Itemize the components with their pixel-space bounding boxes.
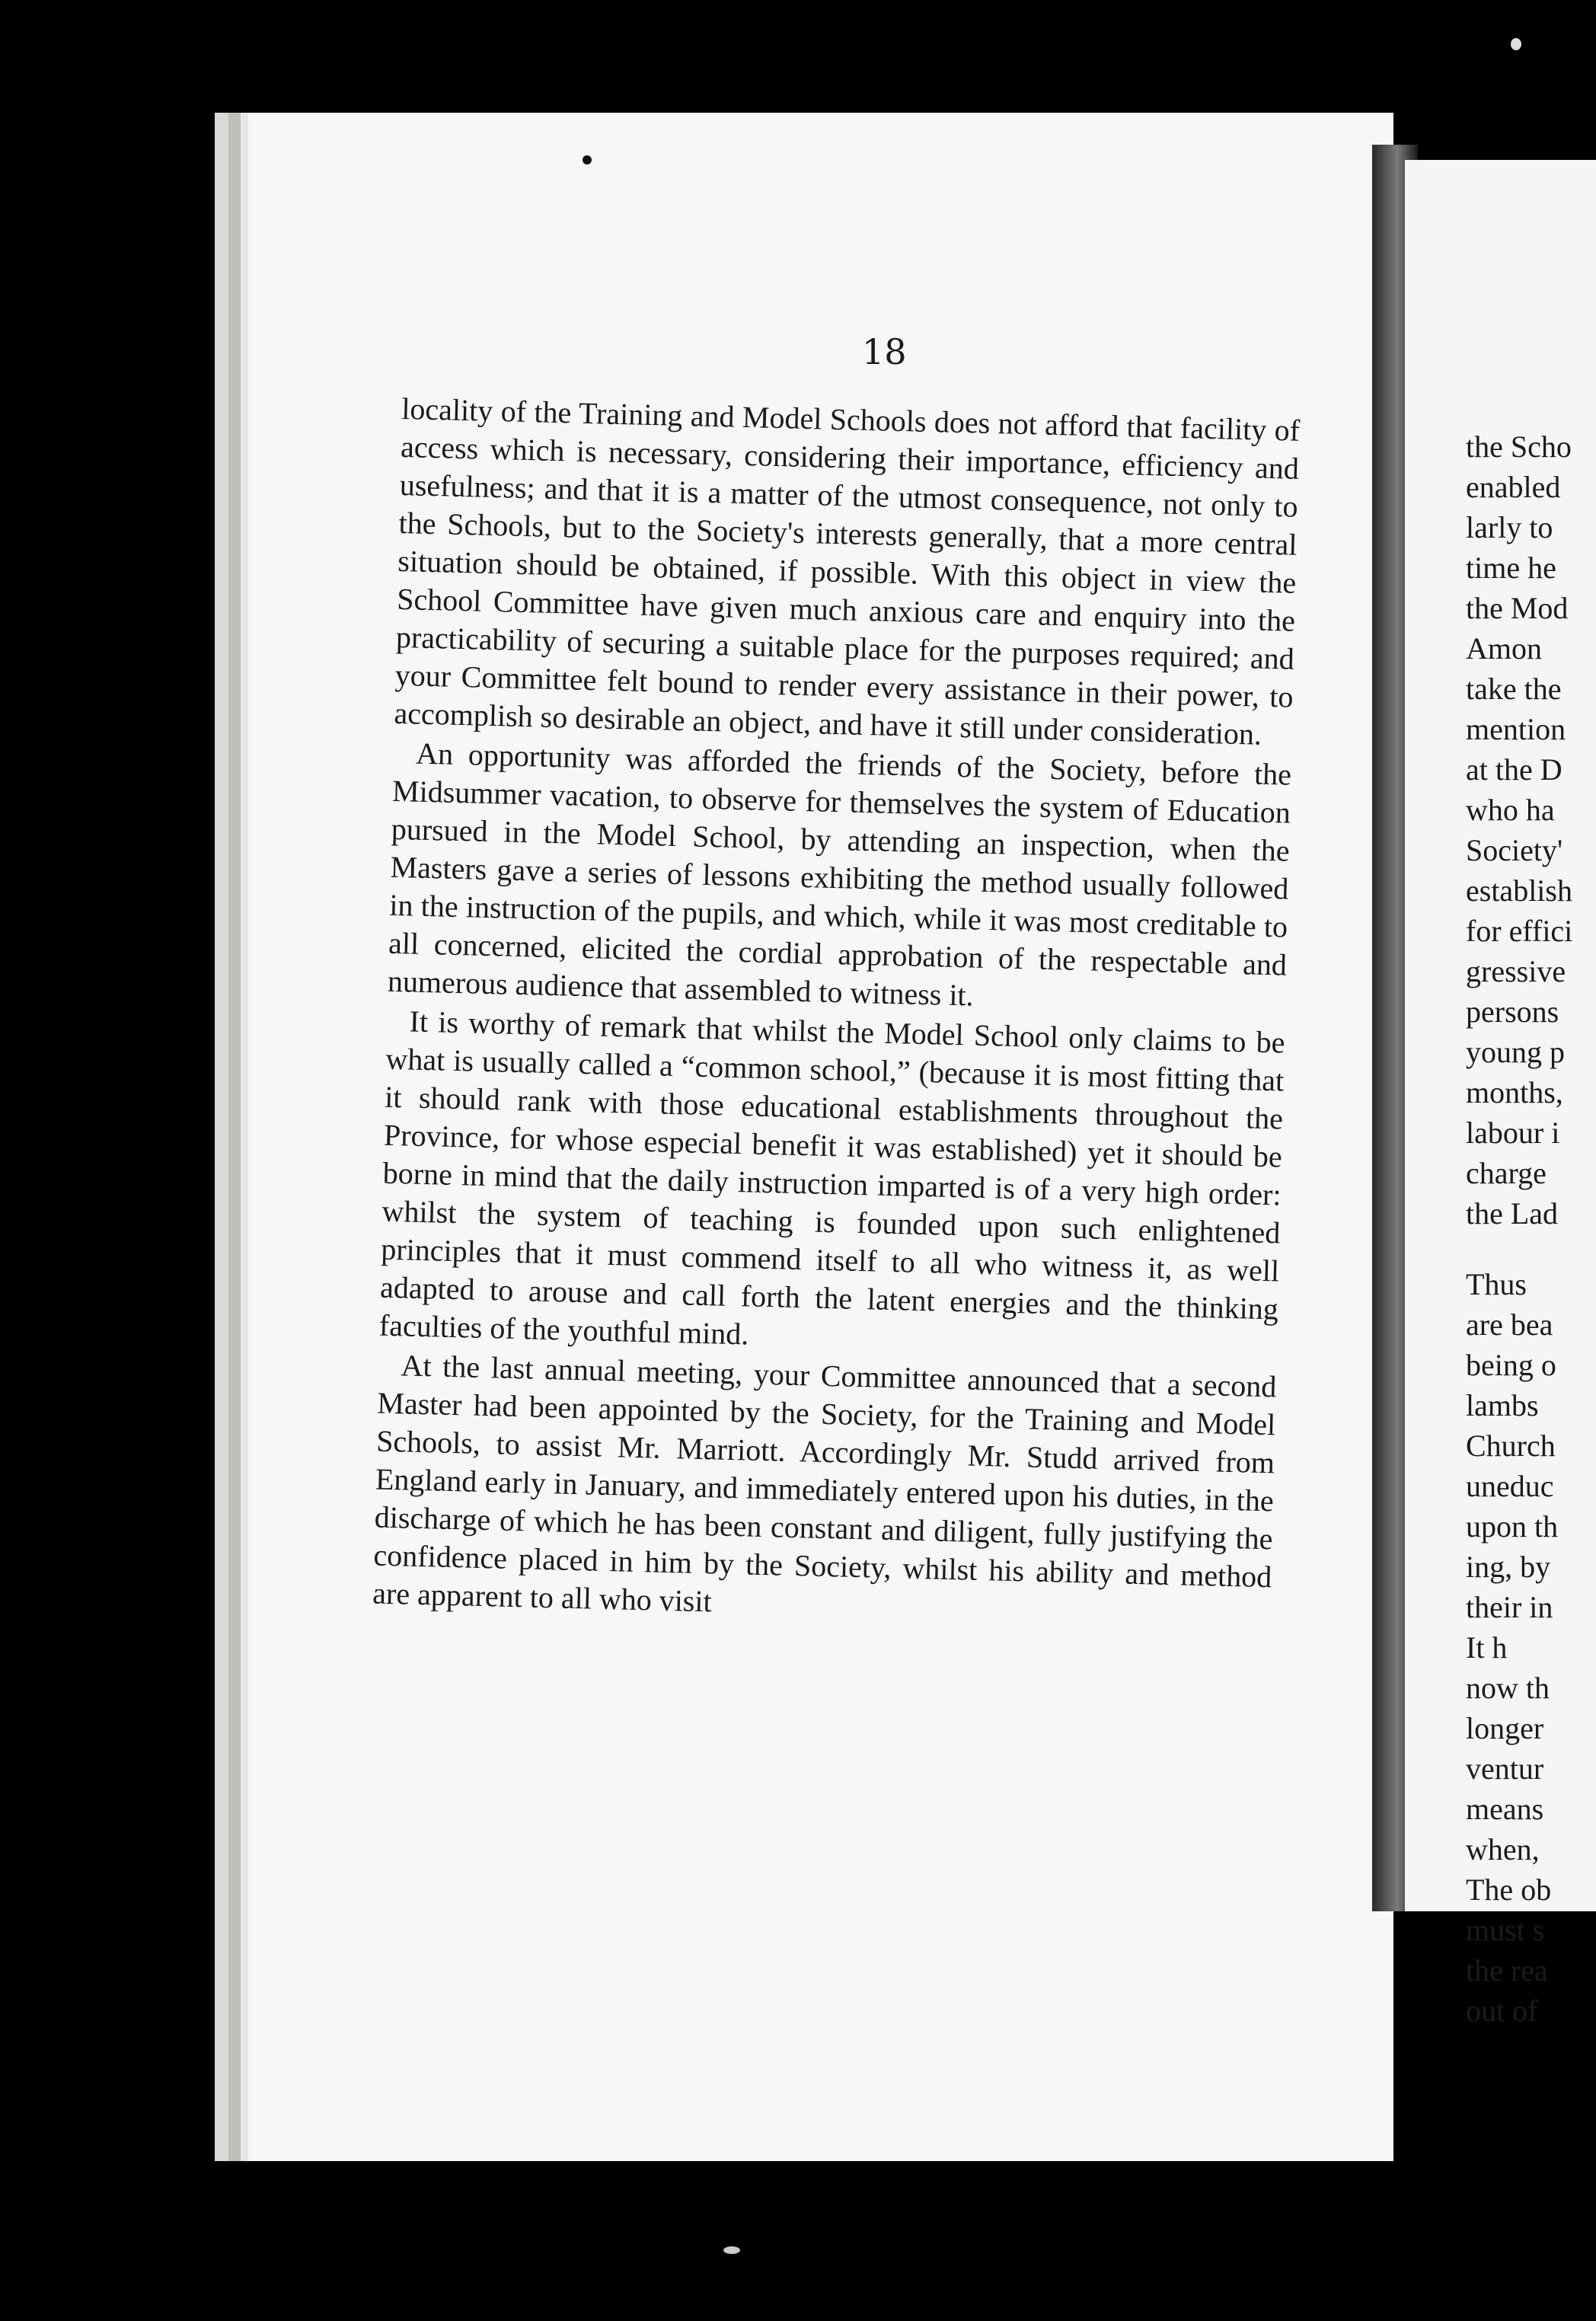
right-page-line: The ob bbox=[1466, 1872, 1552, 1907]
page-number: 18 bbox=[862, 331, 907, 372]
right-page-line: being o bbox=[1466, 1348, 1556, 1382]
right-page-line: lambs bbox=[1466, 1388, 1539, 1422]
right-page-line bbox=[1466, 1234, 1596, 1264]
right-page-line: ing, by bbox=[1466, 1550, 1551, 1584]
right-page-line: means bbox=[1466, 1792, 1544, 1826]
right-page-line: are bea bbox=[1466, 1307, 1553, 1342]
speck-mark bbox=[583, 155, 592, 164]
right-page-line: longer bbox=[1466, 1711, 1544, 1745]
right-page-line: young p bbox=[1466, 1035, 1565, 1069]
speck-mark bbox=[1511, 38, 1521, 50]
right-page-line: months, bbox=[1466, 1075, 1563, 1109]
right-page-line: persons bbox=[1466, 994, 1559, 1029]
right-page-line: the rea bbox=[1466, 1953, 1548, 1987]
right-page-line: establish bbox=[1466, 873, 1572, 908]
speck-mark bbox=[723, 2246, 740, 2254]
right-page-line: Amon bbox=[1466, 631, 1542, 666]
paragraph: It is worthy of remark that whilst the Model School only claims to be what is usually called a “common school,” (because it is most fitting that it should rank with those educational establishments throughout the Province, for whose especial benefit it was established) yet it should be borne in mind that the daily instruction imparted is of a very high order: whilst the system of teaching is founded upon such enlightened principles that it must commend itself to all who witness it, as well adapted to arouse and call forth the latent energies and the thinking faculties of the youthful mind. bbox=[378, 1004, 1285, 1352]
right-page-line: Society' bbox=[1466, 833, 1563, 867]
right-page-line: gressive bbox=[1466, 954, 1566, 988]
right-page-line: uneduc bbox=[1466, 1469, 1554, 1503]
paragraph: At the last annual meeting, your Committee announced that a second Master had been appointed by the Society, for the Training and Model Schools, to assist Mr. Marriott. Accordingly Mr. Studd arrived from England early in January, and immediately entered upon his duties, in the discharge of which he has been constant and diligent, fully justifying the confidence placed in him by the Society, whilst his ability and method are apparent to all who visit bbox=[372, 1348, 1277, 1619]
right-page-line: enabled bbox=[1466, 470, 1561, 504]
left-page-text bbox=[372, 390, 1301, 1636]
right-page-line: the Lad bbox=[1466, 1196, 1559, 1231]
right-page-line: larly to bbox=[1466, 510, 1553, 544]
right-page-line: at the D bbox=[1466, 752, 1562, 787]
right-page-line: mention bbox=[1466, 712, 1566, 746]
paragraph: An opportunity was afforded the friends of the Society, before the Midsummer vacation, to observe for themselves the system of Education pursued in the Model School, by attending an inspection, when the Masters gave a series of lessons exhibiting the method usually followed in the instruction of the pupils, and which, while it was most creditable to all concerned, elicited the cordial approbation of the respectable and numerous audience that assembled to witness it. bbox=[387, 736, 1292, 1013]
right-page-line: ventur bbox=[1466, 1751, 1544, 1786]
right-page-line: their in bbox=[1466, 1590, 1553, 1624]
right-page-line: for effici bbox=[1466, 914, 1573, 948]
right-page-line: Thus bbox=[1466, 1267, 1527, 1301]
right-page-line: take the bbox=[1466, 672, 1562, 706]
right-page-line: when, bbox=[1466, 1832, 1540, 1866]
right-page-line: now th bbox=[1466, 1671, 1550, 1705]
right-page-line: upon th bbox=[1466, 1509, 1559, 1544]
right-page-line: charge bbox=[1466, 1156, 1547, 1190]
right-page-line: the Mod bbox=[1466, 591, 1569, 625]
right-page-line: time he bbox=[1466, 551, 1556, 585]
right-page-line: Church bbox=[1466, 1429, 1556, 1463]
right-page-text bbox=[1466, 426, 1596, 2031]
right-page-line: It h bbox=[1466, 1630, 1508, 1665]
right-page-line: labour i bbox=[1466, 1116, 1560, 1150]
right-page-line: must s bbox=[1466, 1913, 1545, 1947]
paragraph: locality of the Training and Model Schools does not afford that facility of access which is necessary, considering their importance, efficiency and usefulness; and that it is a matter of the utmost consequence, not only to the Schools, but to the Society's interests generally, that a more central situation should be obtained, if possible. With this object in view the School Committee have given much anxious care and enquiry into the practicability of securing a suitable place for the purposes required; and your Committee felt bound to render every assistance in their power, to accomplish so desirable an object, and have it still under consideration. bbox=[394, 391, 1301, 752]
right-page-line: who ha bbox=[1466, 793, 1555, 827]
right-page-line: out of bbox=[1466, 1994, 1538, 2028]
right-page-line: the Scho bbox=[1466, 429, 1572, 464]
